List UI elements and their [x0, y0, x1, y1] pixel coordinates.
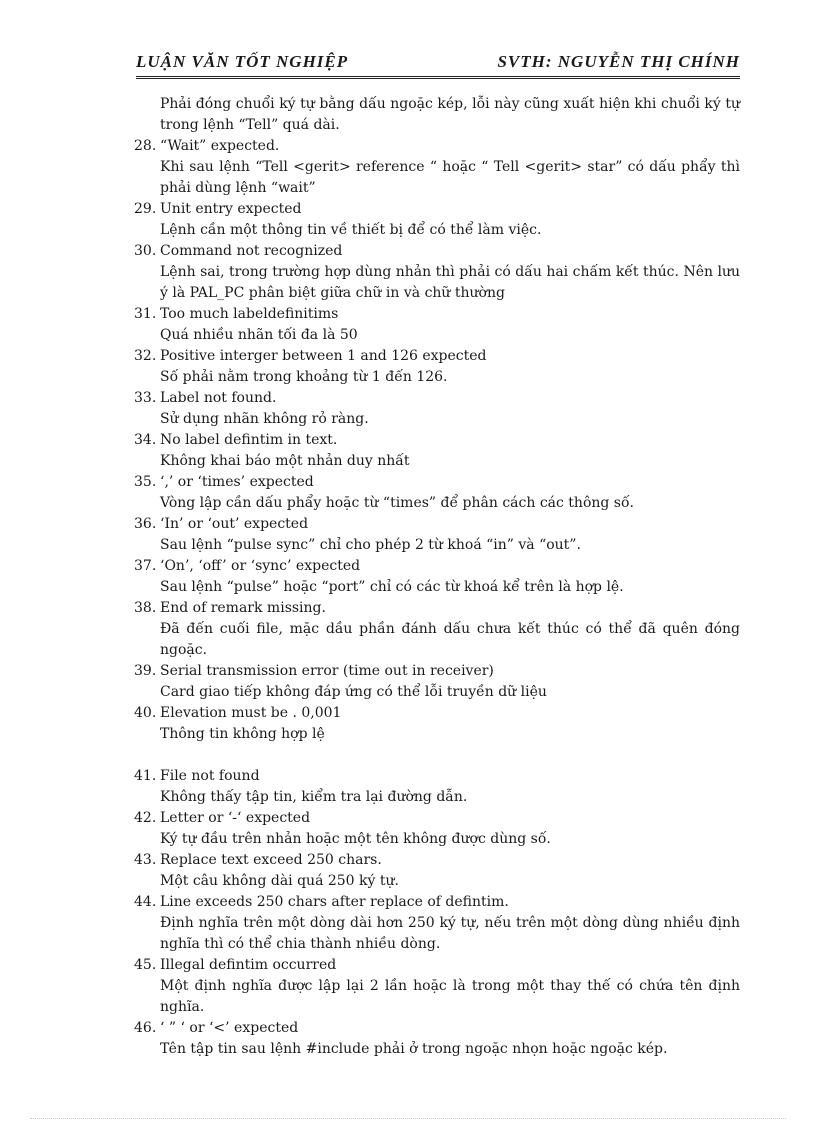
error-number: 42.: [134, 810, 157, 826]
error-entry-heading: [134, 808, 740, 829]
error-list-body: [134, 94, 740, 1060]
error-entry-heading: [134, 598, 740, 619]
page-header: [136, 50, 740, 79]
error-list-part-1: [134, 136, 740, 745]
error-explanation: Quá nhiều nhãn tối đa là 50: [160, 327, 358, 343]
error-entry-heading: [134, 1018, 740, 1039]
error-entry: [134, 766, 740, 808]
error-explanation: Card giao tiếp không đáp ứng có thể lỗi truyền dữ liệu: [160, 684, 547, 700]
error-number: 28.: [134, 138, 157, 154]
error-message: Letter or ‘-‘ expected: [160, 810, 311, 826]
error-number: 45.: [134, 957, 157, 973]
error-message: Serial transmission error (time out in receiver): [160, 663, 494, 679]
error-message: Illegal defintim occurred: [160, 957, 337, 973]
error-entry: [134, 598, 740, 661]
error-explanation: Đã đến cuối file, mặc dầu phần đánh dấu chưa kết thúc có thể đã quên đóng ngoặc.: [160, 621, 740, 658]
error-entry: [134, 136, 740, 199]
error-number: 34.: [134, 432, 157, 448]
error-entry: [134, 1018, 740, 1060]
error-message: File not found: [160, 768, 260, 784]
error-explanation: Sau lệnh “pulse sync” chỉ cho phép 2 từ khoá “in” và “out”.: [160, 537, 581, 553]
error-entry-heading: [134, 388, 740, 409]
error-explanation: Thông tin không hợp lệ: [160, 726, 325, 742]
error-number: 36.: [134, 516, 157, 532]
error-message: Replace text exceed 250 chars.: [160, 852, 382, 868]
error-entry-heading: [134, 304, 740, 325]
error-entry: [134, 661, 740, 703]
error-entry: [134, 850, 740, 892]
header-thesis-title: LUẬN VĂN TỐT NGHIỆP: [136, 52, 349, 71]
error-entry-heading: [134, 703, 740, 724]
error-entry: [134, 346, 740, 388]
error-explanation: Lệnh sai, trong trường hợp dùng nhản thì phải có dấu hai chấm kết thúc. Nên lưu ý là PAL_PC phân biệt giữa chữ in và chữ thường: [160, 264, 740, 301]
blank-line: [134, 745, 740, 766]
error-explanation: Định nghĩa trên một dòng dài hơn 250 ký tự, nếu trên một dòng dùng nhiều định nghĩa thì có thể chia thành nhiều dòng.: [160, 915, 740, 952]
error-message: ‘On’, ‘off’ or ‘sync’ expected: [160, 558, 361, 574]
error-entry-heading: [134, 766, 740, 787]
error-message: ‘In’ or ‘out’ expected: [160, 516, 309, 532]
error-message: Command not recognized: [160, 243, 343, 259]
error-entry-heading: [134, 472, 740, 493]
error-entry: [134, 556, 740, 598]
error-entry: [134, 430, 740, 472]
error-entry-heading: [134, 556, 740, 577]
error-message: No label defintim in text.: [160, 432, 338, 448]
error-entry: [134, 472, 740, 514]
error-explanation: Không khai báo một nhản duy nhất: [160, 453, 410, 469]
error-number: 44.: [134, 894, 157, 910]
error-entry-heading: [134, 136, 740, 157]
error-number: 33.: [134, 390, 157, 406]
error-entry: [134, 304, 740, 346]
error-explanation: Khi sau lệnh “Tell <gerit> reference “ hoặc “ Tell <gerit> star” có dấu phẩy thì phải dùng lệnh “wait”: [160, 159, 740, 196]
error-entry-heading: [134, 430, 740, 451]
error-entry: [134, 955, 740, 1018]
error-number: 41.: [134, 768, 157, 784]
page-bottom-border: [30, 1118, 786, 1119]
error-list-part-2: [134, 766, 740, 1060]
error-entry-heading: [134, 661, 740, 682]
error-message: Elevation must be . 0,001: [160, 705, 342, 721]
error-entry-heading: [134, 955, 740, 976]
error-entry-heading: [134, 892, 740, 913]
error-message: Label not found.: [160, 390, 277, 406]
error-message: End of remark missing.: [160, 600, 326, 616]
error-explanation: Một định nghĩa được lập lại 2 lần hoặc là trong một thay thế có chứa tên định nghĩa.: [160, 978, 740, 1015]
error-entry: [134, 892, 740, 955]
error-number: 46.: [134, 1020, 157, 1036]
error-number: 32.: [134, 348, 157, 364]
error-entry: [134, 199, 740, 241]
error-message: Positive interger between 1 and 126 expected: [160, 348, 487, 364]
error-number: 31.: [134, 306, 157, 322]
error-number: 43.: [134, 852, 157, 868]
error-entry: [134, 388, 740, 430]
error-message: Too much labeldefinitims: [160, 306, 339, 322]
error-explanation: Ký tự đầu trên nhản hoặc một tên không được dùng số.: [160, 831, 551, 847]
error-explanation: Vòng lập cần dấu phẩy hoặc từ “times” để phân cách các thông số.: [160, 495, 635, 511]
error-number: 38.: [134, 600, 157, 616]
error-message: Line exceeds 250 chars after replace of defintim.: [160, 894, 509, 910]
error-explanation: Không thấy tập tin, kiểm tra lại đường dẫn.: [160, 789, 468, 805]
error-explanation: Sử dụng nhãn không rỏ ràng.: [160, 411, 369, 427]
intro-paragraph: Phải đóng chuổi ký tự bằng dấu ngoặc kép, lỗi này cũng xuất hiện khi chuổi ký tự trong lệnh “Tell” quá dài.: [160, 96, 740, 133]
error-entry-heading: [134, 850, 740, 871]
error-number: 37.: [134, 558, 157, 574]
error-entry-heading: [134, 199, 740, 220]
error-entry: [134, 514, 740, 556]
error-number: 39.: [134, 663, 157, 679]
error-explanation: Lệnh cần một thông tin về thiết bị để có thể làm việc.: [160, 222, 542, 238]
error-entry-heading: [134, 514, 740, 535]
error-number: 29.: [134, 201, 157, 217]
error-number: 30.: [134, 243, 157, 259]
error-entry: [134, 241, 740, 304]
error-entry: [134, 703, 740, 745]
error-number: 35.: [134, 474, 157, 490]
error-explanation: Số phải nằm trong khoảng từ 1 đến 126.: [160, 369, 448, 385]
header-student-name: SVTH: NGUYỄN THỊ CHÍNH: [497, 52, 740, 71]
error-entry: [134, 808, 740, 850]
error-message: Unit entry expected: [160, 201, 302, 217]
error-explanation: Một câu không dài quá 250 ký tự.: [160, 873, 399, 889]
error-entry-heading: [134, 346, 740, 367]
error-number: 40.: [134, 705, 157, 721]
error-explanation: Sau lệnh “pulse” hoặc “port” chỉ có các từ khoá kể trên là hợp lệ.: [160, 579, 624, 595]
error-message: ‘,’ or ‘times’ expected: [160, 474, 314, 490]
error-message: ‘ ” ‘ or ‘<’ expected: [160, 1020, 299, 1036]
error-explanation: Tên tập tin sau lệnh #include phải ở trong ngoặc nhọn hoặc ngoặc kép.: [160, 1041, 668, 1057]
error-entry-heading: [134, 241, 740, 262]
error-message: “Wait” expected.: [160, 138, 280, 154]
